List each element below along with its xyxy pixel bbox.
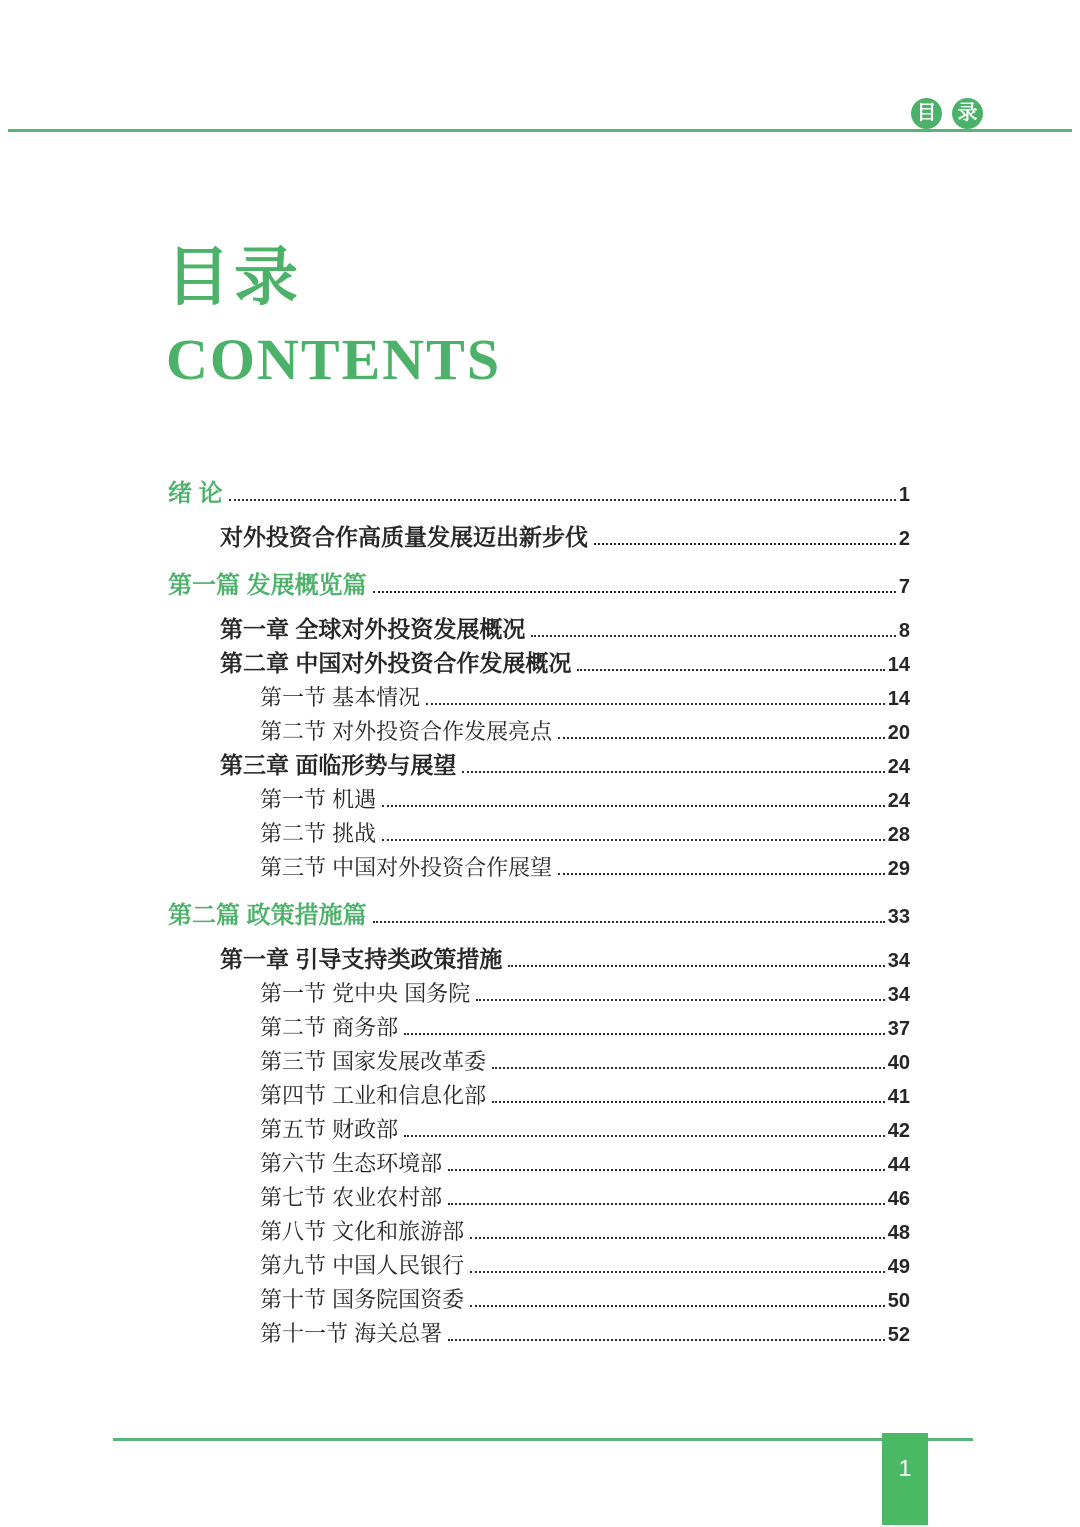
toc-entry — [168, 850, 910, 884]
toc-entry-page-number: 20 — [887, 722, 910, 744]
toc-entry — [168, 976, 910, 1010]
toc-entry-page-number: 8 — [898, 620, 910, 642]
toc-entry-page-number: 40 — [887, 1052, 910, 1074]
toc-entry-label: 第二章 中国对外投资合作发展概况 — [220, 650, 572, 676]
toc-entry — [168, 646, 910, 680]
dot-leader — [373, 921, 885, 923]
toc-entry — [168, 1248, 910, 1282]
toc-entry-label: 第二节 商务部 — [260, 1015, 399, 1040]
page-title-chinese: 目录 — [166, 242, 302, 313]
dot-leader — [404, 1033, 885, 1035]
toc-entry-page-number: 50 — [887, 1290, 910, 1312]
toc-entry — [168, 714, 910, 748]
toc-entry-label: 第三节 中国对外投资合作展望 — [260, 855, 553, 880]
dot-leader — [531, 635, 895, 637]
toc-entry — [168, 748, 910, 782]
toc-entry-label: 第八节 文化和旅游部 — [260, 1219, 465, 1244]
toc-entry-page-number: 28 — [887, 824, 910, 846]
toc-entry-page-number: 34 — [887, 950, 910, 972]
title-block — [166, 242, 502, 393]
toc-entry-page-number: 37 — [887, 1018, 910, 1040]
toc-entry — [168, 898, 910, 932]
toc-entry-page-number: 42 — [887, 1120, 910, 1142]
toc-entry — [168, 1112, 910, 1146]
toc-entry — [168, 1044, 910, 1078]
toc-entry-label: 第九节 中国人民银行 — [260, 1253, 465, 1278]
toc-entry — [168, 1146, 910, 1180]
toc-entry-page-number: 1 — [898, 484, 910, 506]
toc-entry-label: 第一节 基本情况 — [260, 685, 421, 710]
toc-entry-label: 第一章 全球对外投资发展概况 — [220, 616, 526, 642]
toc-entry-page-number: 33 — [887, 906, 910, 928]
toc-entry — [168, 942, 910, 976]
toc-entry-label: 对外投资合作高质量发展迈出新步伐 — [220, 524, 588, 550]
toc-entry-page-number: 29 — [887, 858, 910, 880]
toc-entry-page-number: 24 — [887, 756, 910, 778]
toc-entry-label: 第一篇 发展概览篇 — [168, 572, 367, 599]
toc-entry-label: 第五节 财政部 — [260, 1117, 399, 1142]
dot-leader — [404, 1135, 885, 1137]
dot-leader — [558, 737, 885, 739]
toc-entry-label: 第十一节 海关总署 — [260, 1321, 443, 1346]
header-badge — [911, 98, 983, 129]
toc-entry — [168, 612, 910, 646]
dot-leader — [470, 1271, 885, 1273]
badge-circle-lu-icon: 录 — [952, 98, 983, 129]
toc-entry-page-number: 52 — [887, 1324, 910, 1346]
dot-leader — [476, 999, 885, 1001]
toc-entry-label: 第一章 引导支持类政策措施 — [220, 946, 503, 972]
dot-leader — [470, 1237, 885, 1239]
toc-entry-label: 第十节 国务院国资委 — [260, 1287, 465, 1312]
dot-leader — [448, 1203, 885, 1205]
toc-entry — [168, 568, 910, 602]
toc-entry-page-number: 34 — [887, 984, 910, 1006]
dot-leader — [373, 591, 896, 593]
page-title-english: CONTENTS — [166, 327, 502, 393]
toc-entry-label: 第三章 面临形势与展望 — [220, 752, 457, 778]
dot-leader — [492, 1101, 885, 1103]
toc-entry-page-number: 14 — [887, 654, 910, 676]
dot-leader — [382, 805, 885, 807]
dot-leader — [558, 873, 885, 875]
toc-entry — [168, 520, 910, 554]
dot-leader — [470, 1305, 885, 1307]
toc-entry-label: 第七节 农业农村部 — [260, 1185, 443, 1210]
toc-entry — [168, 1282, 910, 1316]
toc-entry-page-number: 48 — [887, 1222, 910, 1244]
badge-circle-mu-icon: 目 — [911, 98, 942, 129]
toc-entry — [168, 1180, 910, 1214]
toc-entry-page-number: 24 — [887, 790, 910, 812]
toc-entry-page-number: 2 — [898, 528, 910, 550]
dot-leader — [508, 965, 884, 967]
toc-entry — [168, 1010, 910, 1044]
header-divider — [8, 129, 1072, 132]
footer-page-number-tab: 1 — [882, 1433, 928, 1525]
toc-entry-label: 第二篇 政策措施篇 — [168, 902, 367, 929]
toc-entry-page-number: 49 — [887, 1256, 910, 1278]
dot-leader — [448, 1339, 885, 1341]
dot-leader — [448, 1169, 885, 1171]
toc-entry-label: 第四节 工业和信息化部 — [260, 1083, 487, 1108]
toc-entry-label: 第二节 挑战 — [260, 821, 377, 846]
toc-entry-page-number: 7 — [898, 576, 910, 598]
toc-entry-page-number: 41 — [887, 1086, 910, 1108]
toc-entry — [168, 816, 910, 850]
toc-entry-page-number: 46 — [887, 1188, 910, 1210]
toc-entry-label: 第三节 国家发展改革委 — [260, 1049, 487, 1074]
footer-divider — [113, 1438, 973, 1441]
toc-entry-label: 第一节 党中央 国务院 — [260, 981, 471, 1006]
toc-entry-label: 第一节 机遇 — [260, 787, 377, 812]
toc-entry — [168, 782, 910, 816]
toc-entry-label: 绪 论 — [168, 480, 223, 507]
dot-leader — [594, 543, 896, 545]
toc-entry — [168, 1316, 910, 1350]
toc-entry — [168, 476, 910, 510]
toc-entry-label: 第六节 生态环境部 — [260, 1151, 443, 1176]
toc-entry — [168, 1214, 910, 1248]
dot-leader — [462, 771, 884, 773]
dot-leader — [382, 839, 885, 841]
toc-list — [168, 462, 910, 1350]
toc-entry — [168, 680, 910, 714]
toc-entry-page-number: 14 — [887, 688, 910, 710]
toc-entry-label: 第二节 对外投资合作发展亮点 — [260, 719, 553, 744]
dot-leader — [426, 703, 885, 705]
toc-entry — [168, 1078, 910, 1112]
dot-leader — [229, 499, 896, 501]
toc-entry-page-number: 44 — [887, 1154, 910, 1176]
dot-leader — [577, 669, 884, 671]
dot-leader — [492, 1067, 885, 1069]
